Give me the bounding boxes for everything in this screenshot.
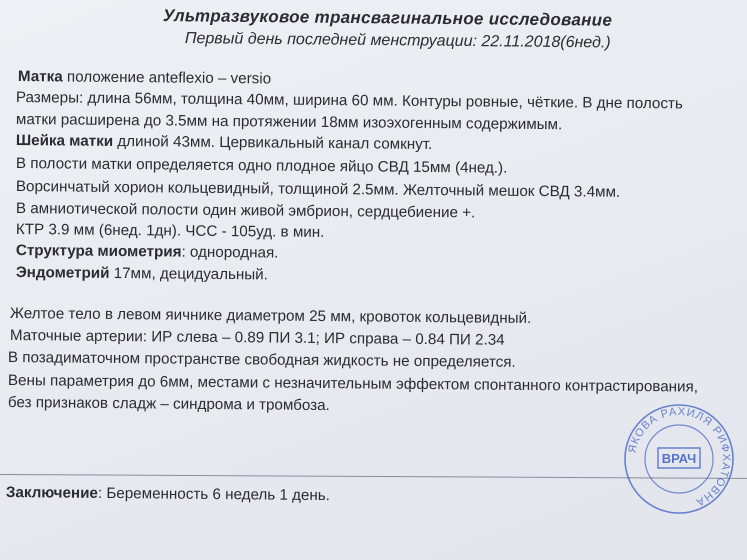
conclusion-label: Заключение (5, 484, 99, 502)
cervix-line (16, 132, 433, 154)
cervix-text: длиной 43мм. Цервикальный канал сомкнут. (113, 132, 433, 153)
gestational-sac-line: В полости матки определяется одно плодное яйцо СВД 15мм (4нед.). (15, 155, 508, 177)
crl-heart-rate-line: КТР 3.9 мм (6нед. 1дн). ЧСС - 105уд. в мин. (15, 221, 325, 241)
uterine-arteries-line: Маточные артерии: ИР слева – 0.89 ПИ 3.1; ИР справа – 0.84 ПИ 2.34 (9, 327, 505, 349)
cervix-label: Шейка матки (15, 132, 114, 150)
embryo-line: В амниотической полости один живой эмбрион, сердцебиение +. (15, 200, 476, 222)
myometrium-line (16, 242, 279, 263)
conclusion-text: : Беременность 6 недель 1 день. (97, 484, 331, 505)
parametrium-veins-line: Вены параметрия до 6мм, местами с незначительным эффектом спонтанного контрастирования, (7, 372, 699, 396)
retrouterine-space-line: В позадиматочном пространстве свободная жидкость не определяется. (7, 349, 516, 371)
thrombosis-line: без признаков сладж – синдрома и тромбоза. (7, 394, 330, 415)
endometrium-line (16, 264, 268, 284)
myometrium-label: Структура миометрия (15, 242, 182, 261)
uterus-size-line: Размеры: длина 56мм, толщина 40мм, ширина 60 мм. Контуры ровные, чёткие. В дне полость (15, 89, 683, 113)
uterus-position-text: положение anteflexio – versio (62, 68, 272, 88)
stamp-ring-text: ЯКОВА РАХИЛЯ РИФХАТОВНА (626, 405, 733, 509)
chorion-line: Ворсинчатый хорион кольцевидный, толщиной 2.5мм. Желточный мешок СВД 3.4мм. (15, 178, 621, 201)
doctor-stamp (620, 400, 738, 518)
endometrium-text: 17мм, децидуальный. (109, 264, 269, 284)
uterus-label: Матка (17, 68, 63, 86)
stamp-center-text: ВРАЧ (661, 451, 697, 466)
document-subtitle: Первый день последней менструации: 22.11.2018(6нед.) (184, 30, 611, 52)
uterus-cavity-line: матки расширена до 3.5мм на протяжении 18мм изоэхогенным содержимым. (15, 111, 563, 134)
endometrium-label: Эндометрий (15, 264, 110, 282)
myometrium-text: : однородная. (181, 243, 279, 262)
conclusion-line (6, 484, 330, 505)
corpus-luteum-line: Желтое тело в левом яичнике диаметром 25 мм, кровоток кольцевидный. (9, 305, 532, 328)
uterus-position-line (18, 68, 271, 88)
document-title: Ультразвуковое трансвагинальное исследование (162, 6, 613, 30)
